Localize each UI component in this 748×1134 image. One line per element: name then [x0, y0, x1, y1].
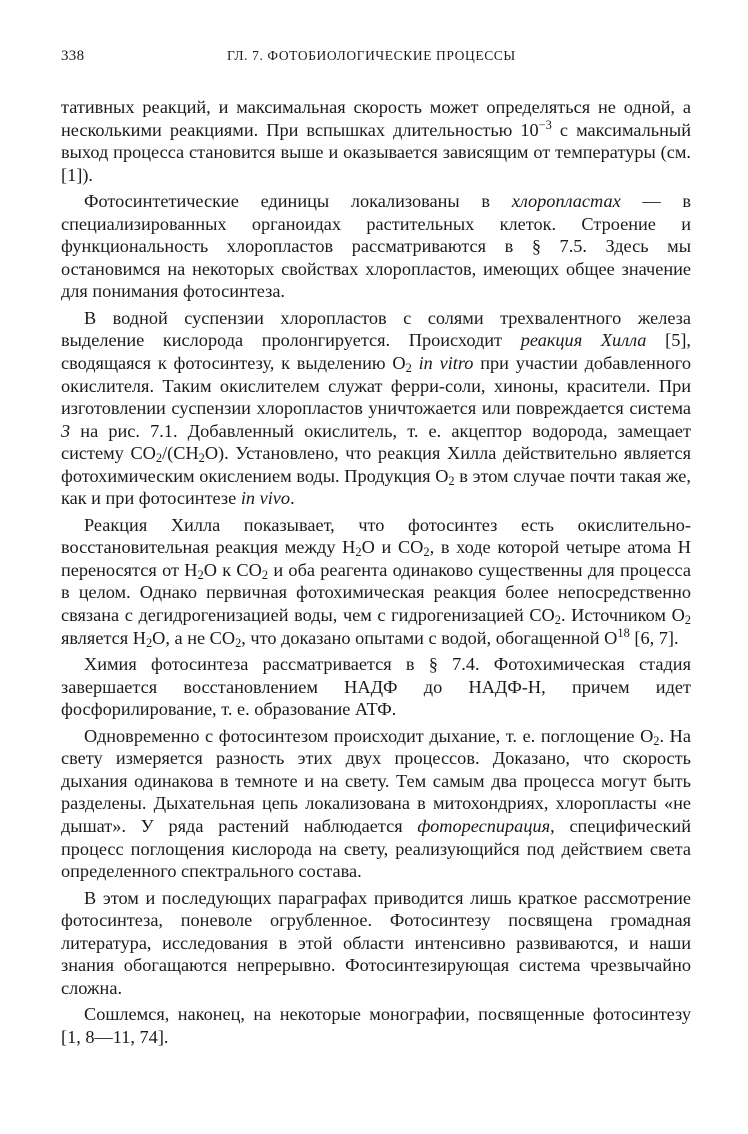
emphasis: 3: [61, 420, 71, 441]
text-run: В водной суспензии хлоропластов с солями трехвалентного железа выделение кислорода пролонгируется. Происходит: [61, 307, 691, 351]
paragraph-2: [61, 190, 691, 303]
text-run: , специфический процесс поглощения кислорода на свету, реализующийся под действием света определенного спектрального состава.: [61, 815, 691, 882]
subscript: 2: [355, 545, 362, 560]
text-run: тативных реакций, и максимальная скорость может определяться не одной, а несколькими реакциями. При вспышках длительностью 10: [61, 97, 691, 140]
subscript: 2: [405, 361, 412, 376]
running-head: [61, 48, 691, 74]
subscript: 2: [261, 568, 269, 583]
text-run: В этом и последующих параграфах приводится лишь краткое рассмотрение фотосинтеза, поневоле огрубленное. Фотосинтезу посвящена громадная литература, исследования в этой области интенсивно развиваются, и наши знания обогащаются непрерывно. Фотосинтезирующая система чрезвычайно сложна.: [61, 887, 691, 998]
subscript: 2: [448, 473, 455, 488]
text-run: на рис. 7.1. Добавленный окислитель, т. е. акцептор водорода, замещает систему CO: [61, 420, 691, 464]
text-run: O к CO: [203, 559, 262, 580]
text-run: с максимальный выход процесса становится выше и оказывается зависящим от температуры (см. [1]).: [61, 119, 691, 185]
emphasis: in vitro: [418, 353, 474, 374]
paragraph-7: [61, 887, 691, 1000]
paragraph-3: [61, 307, 691, 510]
text-run: O, а не CO: [152, 627, 236, 648]
emphasis: хлоропластах: [511, 191, 621, 212]
paragraph-6: [61, 725, 691, 883]
text-run: , что доказано опытами с водой, обогащенной O: [241, 627, 618, 648]
text-run: Сошлемся, наконец, на некоторые монографии, посвященные фотосинтезу [1, 8—11, 74].: [61, 1004, 691, 1047]
book-page: [61, 48, 691, 1048]
paragraph-1: [61, 96, 691, 186]
emphasis: реакция Хилла: [520, 330, 647, 351]
subscript: 2: [155, 451, 163, 466]
paragraph-4: [61, 514, 691, 649]
superscript: 18: [617, 625, 630, 640]
paragraph-5: [61, 653, 691, 721]
text-run: /(CH: [162, 443, 199, 464]
paragraph-8: [61, 1003, 691, 1048]
exponent: −3: [538, 117, 552, 132]
text-run: [6, 7].: [629, 627, 679, 648]
text-run: — в специализированных органоидах растительных клеток. Строение и функциональность хлоропластов рассматриваются в § 7.5. Здесь мы остановимся на некоторых свойствах хлоропластов, имеющих общее значение для понимания фотосинтеза.: [61, 191, 692, 302]
text-run: Одновременно с фотосинтезом происходит дыхание, т. е. поглощение O: [84, 725, 654, 746]
text-run: O и CO: [361, 537, 424, 558]
text-run: . На свету измеряется разность этих двух процессов. Доказано, что скорость дыхания одинакова в темноте и на свету. Тем самым два процесса могут быть разделены. Дыхательная цепь локализована в митохондриях, хлоропласты «не дышат». У ряда растений наблюдается: [61, 725, 691, 836]
text-run: при участии добавленного окислителя. Таким окислителем служат ферри-соли, хиноны, красители. При изготовлении суспензии хлоропластов уничтожается или повреждается система: [61, 353, 691, 419]
text-run: .: [290, 488, 295, 509]
subscript: 2: [197, 568, 204, 583]
subscript: 2: [235, 635, 242, 650]
emphasis: in vivo: [240, 488, 291, 509]
text-run: [412, 353, 419, 373]
subscript: 2: [198, 451, 205, 466]
subscript: 2: [653, 733, 660, 748]
subscript: 2: [423, 545, 430, 560]
body-text: [61, 96, 691, 1048]
emphasis: фотореспирация: [417, 815, 551, 836]
text-run: O). Установлено, что реакция Хилла действительно является фотохимическим окислением воды. Продукция O: [61, 443, 691, 486]
subscript: 2: [684, 613, 691, 628]
text-run: в этом случае почти такая же, как и при фотосинтезе: [61, 465, 691, 509]
subscript: 2: [554, 613, 561, 628]
text-run: и оба реагента одинаково существенны для процесса в целом. Однако первичная фотохимическая реакция более непосредственно связана с дегидрогенизацией воды, чем с гидрогенизацией CO: [61, 559, 691, 626]
subscript: 2: [145, 635, 153, 650]
text-run: Фотосинтетические единицы локализованы в: [84, 191, 512, 212]
text-run: Химия фотосинтеза рассматривается в § 7.4. Фотохимическая стадия завершается восстановлением НАДФ до НАДФ-Н, причем идет фосфорилирование, т. е. образование АТФ.: [61, 654, 691, 720]
chapter-title: ГЛ. 7. ФОТОБИОЛОГИЧЕСКИЕ ПРОЦЕССЫ: [227, 48, 516, 63]
text-run: Реакция Хилла показывает, что фотосинтез есть окислительно-восстановительная реакция между H: [61, 514, 691, 558]
page-number: 338: [61, 48, 85, 64]
text-run: [5], сводящаяся к фотосинтезу, к выделению O: [61, 330, 691, 374]
text-run: является H: [61, 627, 146, 648]
text-run: . Источником O: [560, 605, 685, 626]
text-run: , в ходе которой четыре атома H переносятся от H: [61, 537, 691, 580]
